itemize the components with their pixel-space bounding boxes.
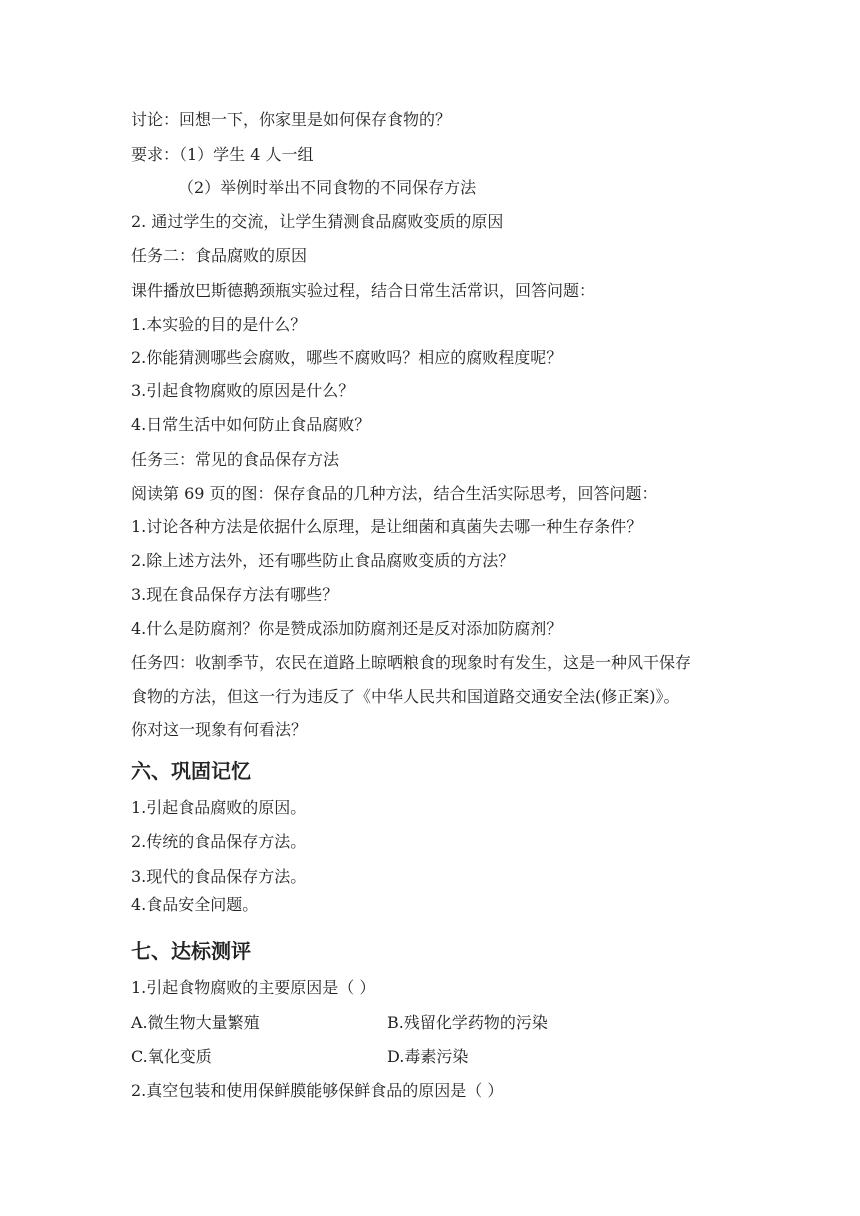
task2-question-4: 4.日常生活中如何防止食品腐败？: [131, 415, 371, 434]
task3-question-4: 4.什么是防腐剂？你是赞成添加防腐剂还是反对添加防腐剂？: [131, 619, 563, 638]
task2-title: 任务二：食品腐败的原因: [131, 246, 308, 265]
task2-question-3: 3.引起食物腐败的原因是什么？: [131, 381, 355, 400]
task3-question-1: 1.讨论各种方法是依据什么原理，是让细菌和真菌失去哪一种生存条件？: [131, 517, 643, 536]
task2-intro: 课件播放巴斯德鹅颈瓶实验过程，结合日常生活常识，回答问题：: [131, 281, 596, 300]
consolidate-item-1: 1.引起食品腐败的原因。: [131, 798, 307, 817]
task3-intro: 阅读第 69 页的图：保存食品的几种方法，结合生活实际思考，回答问题：: [131, 484, 658, 503]
test-question-1: 1.引起食物腐败的主要原因是（ ）: [131, 978, 376, 997]
task4-line-1: 任务四：收割季节，农民在道路上晾晒粮食的现象时有发生，这是一种风干保存: [131, 653, 692, 672]
task2-question-2: 2.你能猜测哪些会腐败，哪些不腐败吗？相应的腐败程度呢？: [131, 348, 563, 367]
task3-question-2: 2.除上述方法外，还有哪些防止食品腐败变质的方法？: [131, 551, 515, 570]
consolidate-item-3: 3.现代的食品保存方法。: [131, 867, 307, 886]
test-question-2: 2.真空包装和使用保鲜膜能够保鲜食品的原因是（ ）: [131, 1081, 504, 1100]
discussion-prompt: 讨论：回想一下，你家里是如何保存食物的？: [131, 110, 452, 129]
requirement-2: （2）举例时举出不同食物的不同保存方法: [178, 178, 477, 197]
task4-line-2: 食物的方法，但这一行为违反了《中华人民共和国道路交通安全法(修正案)》。: [131, 687, 680, 706]
point-2: 2. 通过学生的交流，让学生猜测食品腐败变质的原因: [131, 212, 504, 231]
option-c: C.氧化变质: [131, 1047, 212, 1066]
section-heading-consolidate: 六、巩固记忆: [131, 759, 251, 783]
requirement-1: 要求：（1）学生 4 人一组: [131, 145, 314, 164]
task3-title: 任务三：常见的食品保存方法: [131, 450, 340, 469]
section-heading-test: 七、达标测评: [131, 939, 251, 963]
option-d: D.毒素污染: [387, 1047, 469, 1066]
option-b: B.残留化学药物的污染: [387, 1013, 548, 1032]
consolidate-item-4: 4.食品安全问题。: [131, 895, 259, 914]
task2-question-1: 1.本实验的目的是什么？: [131, 315, 307, 334]
option-a: A.微生物大量繁殖: [131, 1013, 260, 1032]
task3-question-3: 3.现在食品保存方法有哪些？: [131, 585, 339, 604]
consolidate-item-2: 2.传统的食品保存方法。: [131, 832, 307, 851]
task4-line-3: 你对这一现象有何看法？: [131, 720, 308, 739]
